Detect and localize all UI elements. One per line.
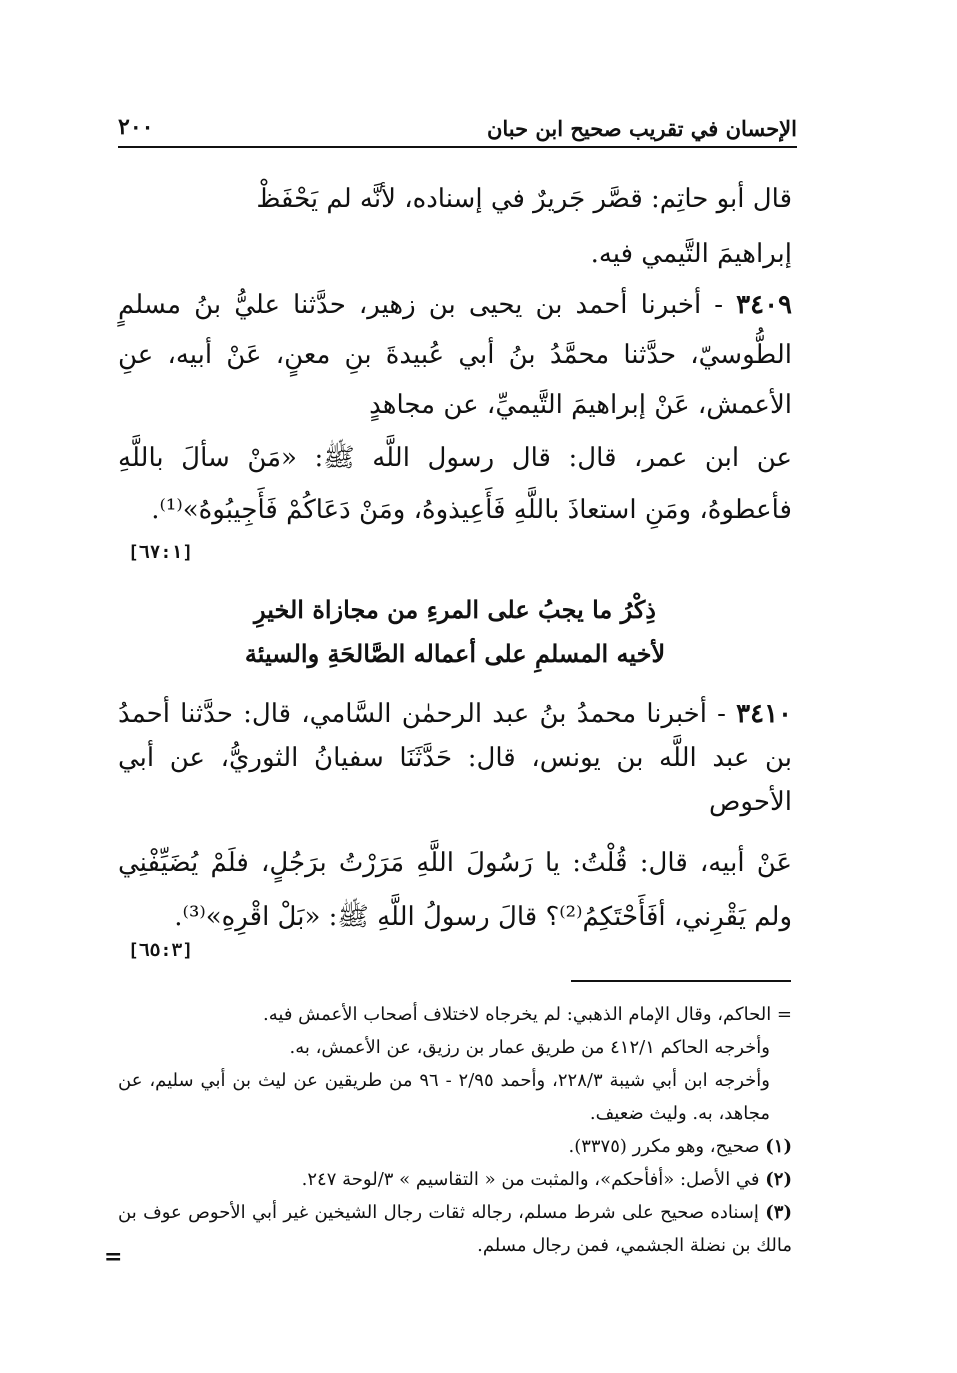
chapter-heading [118,588,792,676]
matn-text: عن ابن عمر، قال: قال رسول اللَّه ﷺ: «مَنْ سألَ باللَّهِ فأعطوهُ، ومَنِ استعاذَ باللَّهِ فَأَعِيذوهُ، ومَنْ دَعَاكُمْ فَأَجِيبُوهُ»⁽¹⁾. [118,443,792,525]
footnote-continuation-2: وأخرجه الحاكم ٤١٢/١ من طريق عمار بن رزيق، عن الأعمش، به. [289,1037,770,1058]
footnote-separator [571,980,791,982]
chapter-heading-line-2: لأخيه المسلمِ على أعماله الصَّالحَةِ والسيئة [244,639,666,668]
hadith-3410-reference: [٦٥:٣] [128,940,194,961]
footnote-3-text: إسناده صحيح على شرط مسلم، رجاله ثقات رجال الشيخين غير أبي الأحوص عوف بن مالك بن نضلة الجشمي، فمن رجال مسلم. [118,1202,792,1256]
intro-paragraph [118,172,792,282]
footnote-2-marker: (٢) [765,1169,792,1190]
matn-text: عَنْ أبيه، قال: قُلْتُ: يا رَسُولَ اللَّهِ مَرَرْتُ برَجُلٍ، فلَمْ يُضَيِّفْنِي ولم يَقْرِني، أفَأَحْتَكِمُ⁽²⁾؟ قالَ رسولُ اللَّهِ ﷺ: «بَلْ اقْرِهِ»⁽³⁾. [118,848,792,932]
hadith-3409-matn [118,432,792,536]
running-header [118,112,797,148]
footnote-2 [118,1163,792,1196]
footnote-1 [118,1130,792,1163]
hadith-3409-reference: [٦٧:١] [128,542,194,563]
hadith-3410-matn [118,836,792,944]
footnote-1-text: صحيح، وهو مكرر (٣٣٧٥). [568,1136,760,1157]
continuation-marker: = [104,1244,123,1270]
isnad-text: - أخبرنا أحمد بن يحيى بن زهير، حدَّثنا عليُّ بنُ مسلمٍ الطُّوسيّ، حدَّثنا محمَّدُ بنُ أبي عُبيدةَ بنِ معنٍ، عَنْ أبيه، عنِ الأعمش، عَنْ إبراهيمَ التَّيميِّ، عن مجاهدٍ [118,290,792,420]
page-number: ٢٠٠ [118,114,154,140]
footnotes [118,998,792,1262]
intro-line-2: إبراهيمَ التَّيمي فيه. [590,239,792,269]
chapter-heading-line-1: ذِكْرُ ما يجبُ على المرءِ من مجازاة الخيرِ [254,595,656,624]
hadith-3410-isnad [118,692,792,824]
intro-line-1: قال أبو حاتِم: قصَّر جَريرٌ في إسناده، لأنَّه لم يَحْفَظْ [256,184,792,214]
footnote-2-text: في الأصل: «أفأحكم»، والمثبت من « التقاسيم » ٣/لوحة ٢٤٧. [301,1169,760,1190]
hadith-3409-isnad [118,280,792,430]
isnad-text: - أخبرنا محمدُ بنُ عبد الرحمٰن السَّامي، قال: حدَّثنا أحمدُ بن عبد اللَّه بن يونس، قال: حَدَّثَنَا سفيانُ الثوريُّ، عن أبي الأحوص [118,699,792,817]
book-title: الإحسان في تقريب صحيح ابن حبان [486,116,797,141]
footnote-1-marker: (١) [765,1136,792,1157]
hadith-number: ٣٤٠٩ [736,290,793,320]
footnote-continuation-1: = الحاكم، وقال الإمام الذهبي: لم يخرجاه لاختلاف أصحاب الأعمش فيه. [263,1004,792,1025]
footnote-3 [118,1196,792,1262]
footnote-3-marker: (٣) [765,1202,792,1223]
footnote-continuation-3: وأخرجه ابن أبي شيبة ٢٢٨/٣، وأحمد ٢/٩٥ - ٩٦ من طريقين عن ليث بن أبي سليم، عن مجاهد، به. وليث ضعيف. [118,1070,770,1124]
hadith-number: ٣٤١٠ [736,699,793,729]
